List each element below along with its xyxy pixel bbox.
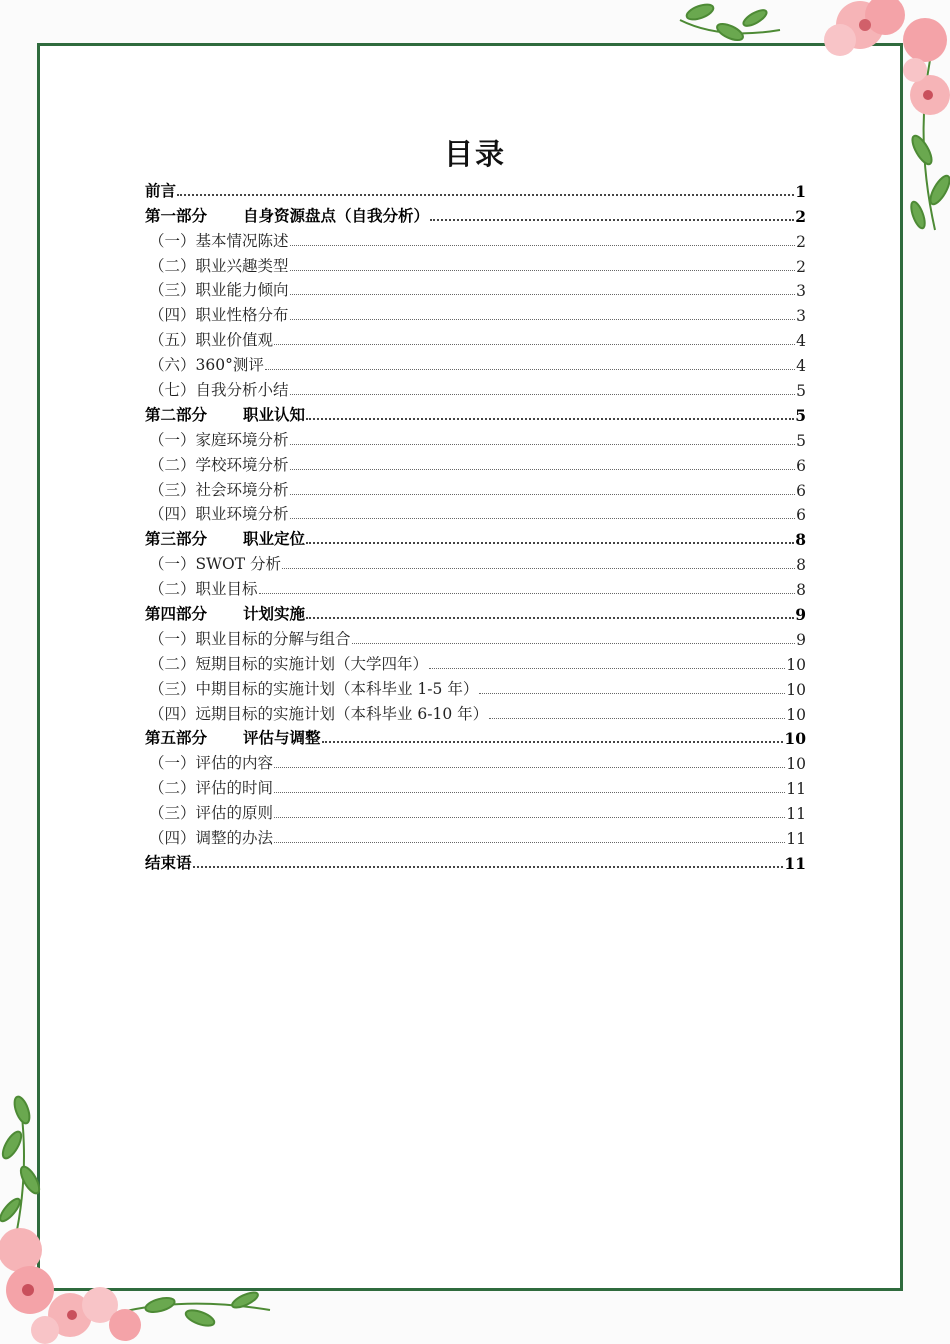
flower-decoration-bottom-left <box>0 1090 290 1344</box>
toc-entry[interactable] <box>145 350 806 375</box>
toc-entry-label: （七）自我分析小结 <box>149 381 289 400</box>
toc-entry-page-number: 9 <box>796 630 806 649</box>
toc-entry-part-number: 第五部分 <box>145 728 208 748</box>
toc-entry-label: 前言 <box>145 180 177 200</box>
toc-entry-label: （二）职业目标 <box>149 580 258 599</box>
toc-leader-dots <box>274 842 785 843</box>
toc-entry[interactable] <box>145 276 806 301</box>
toc-entry-label: （三）评估的原则 <box>149 804 274 823</box>
toc-entry[interactable] <box>145 748 806 773</box>
toc-leader-dots <box>306 542 794 544</box>
toc-entry-label: （四）职业环境分析 <box>149 505 289 524</box>
toc-entry-label: 职业认知 <box>243 404 306 424</box>
toc-entry[interactable] <box>145 450 806 475</box>
toc-entry[interactable] <box>145 425 806 450</box>
toc-entry-part-number: 第二部分 <box>145 404 208 424</box>
toc-entry-page-number: 5 <box>796 431 806 450</box>
toc-entry[interactable] <box>145 251 806 276</box>
toc-entry[interactable] <box>145 500 806 525</box>
toc-entry[interactable] <box>145 574 806 599</box>
toc-entry-label: 职业定位 <box>243 529 306 549</box>
toc-entry[interactable] <box>145 649 806 674</box>
toc-entry-page-number: 10 <box>784 729 806 749</box>
toc-entry-label: （一）职业目标的分解与组合 <box>149 629 351 648</box>
toc-entry[interactable] <box>145 773 806 798</box>
toc-leader-dots <box>193 866 784 868</box>
toc-entry[interactable] <box>145 524 806 549</box>
toc-entry[interactable] <box>145 325 806 350</box>
toc-entry[interactable] <box>145 375 806 400</box>
toc-entry-part-number: 第三部分 <box>145 529 208 549</box>
toc-entry[interactable] <box>145 226 806 251</box>
toc-entry-page-number: 2 <box>796 232 806 251</box>
toc-entry-label: （四）远期目标的实施计划（本科毕业 6-10 年） <box>149 704 489 723</box>
toc-leader-dots <box>290 319 796 320</box>
toc-entry-page-number: 6 <box>796 506 806 525</box>
toc-entry-label: （五）职业价值观 <box>149 331 274 350</box>
toc-entry-page-number: 2 <box>795 206 806 226</box>
toc-leader-dots <box>290 518 796 519</box>
toc-entry-page-number: 11 <box>786 780 806 799</box>
toc-entry-page-number: 10 <box>786 680 806 699</box>
toc-leader-dots <box>290 270 796 271</box>
toc-entry-label: （二）职业兴趣类型 <box>149 256 289 275</box>
toc-leader-dots <box>290 469 796 470</box>
toc-entry-page-number: 11 <box>784 853 806 873</box>
toc-entry-label: （三）社会环境分析 <box>149 480 289 499</box>
toc-entry-label: （二）短期目标的实施计划（大学四年） <box>149 654 429 673</box>
toc-entry[interactable] <box>145 475 806 500</box>
toc-leader-dots <box>274 767 785 768</box>
toc-entry-label: （一）家庭环境分析 <box>149 430 289 449</box>
toc-leader-dots <box>282 568 795 569</box>
toc-entry-label: 计划实施 <box>243 604 306 624</box>
toc-entry-label: （二）学校环境分析 <box>149 455 289 474</box>
toc-title: 目录 <box>443 137 506 171</box>
toc-entry[interactable] <box>145 300 806 325</box>
toc-entry[interactable] <box>145 798 806 823</box>
toc-leader-dots <box>274 792 785 793</box>
toc-entry-label: 评估与调整 <box>243 728 321 748</box>
toc-leader-dots <box>429 668 785 669</box>
toc-leader-dots <box>290 444 796 445</box>
toc-entry-label: （二）评估的时间 <box>149 779 274 798</box>
toc-leader-dots <box>489 718 785 719</box>
toc-leader-dots <box>177 194 794 196</box>
toc-leader-dots <box>322 741 784 743</box>
toc-entry-label: （一）评估的内容 <box>149 754 274 773</box>
toc-leader-dots <box>306 617 794 619</box>
toc-entry-page-number: 4 <box>796 357 806 376</box>
toc-leader-dots <box>290 294 796 295</box>
toc-entry-label: （六）360°测评 <box>149 356 264 375</box>
toc-leader-dots <box>274 817 785 818</box>
toc-entry-label: （一）基本情况陈述 <box>149 231 289 250</box>
toc-entry-label: （三）职业能力倾向 <box>149 281 289 300</box>
toc-entry[interactable] <box>145 599 806 624</box>
toc-entry-label: 结束语 <box>145 852 192 872</box>
toc-entry-part-number: 第四部分 <box>145 604 208 624</box>
toc-entry-label: （一）SWOT 分析 <box>149 555 282 574</box>
toc-entry-page-number: 10 <box>786 705 806 724</box>
toc-entry-label: （四）调整的办法 <box>149 829 274 848</box>
toc-entry-page-number: 8 <box>795 530 806 550</box>
toc-entry[interactable] <box>145 724 806 749</box>
toc-entry[interactable] <box>145 848 806 873</box>
toc-entry-label: 自身资源盘点（自我分析） <box>243 205 430 225</box>
toc-entry-page-number: 3 <box>796 282 806 301</box>
toc-entry-label: （三）中期目标的实施计划（本科毕业 1-5 年） <box>149 679 479 698</box>
toc-entry-page-number: 1 <box>795 181 806 201</box>
toc-entry-page-number: 10 <box>786 755 806 774</box>
toc-leader-dots <box>352 643 796 644</box>
toc-entry-part-number: 第一部分 <box>145 205 208 225</box>
toc-entry[interactable] <box>145 823 806 848</box>
toc-entry[interactable] <box>145 201 806 226</box>
toc-leader-dots <box>265 369 795 370</box>
toc-leader-dots <box>290 494 796 495</box>
toc-entry-page-number: 3 <box>796 307 806 326</box>
toc-entry-page-number: 9 <box>795 605 806 625</box>
flower-icon <box>0 1228 141 1344</box>
toc-entry-page-number: 6 <box>796 481 806 500</box>
toc-entry[interactable] <box>145 549 806 574</box>
toc-entry-page-number: 10 <box>786 655 806 674</box>
toc-entry-page-number: 8 <box>796 556 806 575</box>
toc-leader-dots <box>479 693 785 694</box>
toc-entry-label: （四）职业性格分布 <box>149 306 289 325</box>
toc-leader-dots <box>259 593 796 594</box>
toc-entry[interactable] <box>145 674 806 699</box>
toc-entry-page-number: 4 <box>796 332 806 351</box>
toc-leader-dots <box>430 219 794 221</box>
toc-entry[interactable] <box>145 176 806 201</box>
toc-entry-page-number: 11 <box>786 830 806 849</box>
toc-entry-page-number: 11 <box>786 805 806 824</box>
toc-leader-dots <box>274 344 795 345</box>
toc-entry-page-number: 5 <box>796 382 806 401</box>
toc-entry-page-number: 8 <box>796 581 806 600</box>
flower-icon <box>824 0 950 115</box>
toc-entry-page-number: 2 <box>796 257 806 276</box>
toc-list <box>145 176 806 873</box>
toc-leader-dots <box>290 394 796 395</box>
toc-entry[interactable] <box>145 699 806 724</box>
toc-leader-dots <box>290 245 796 246</box>
toc-entry-page-number: 6 <box>796 456 806 475</box>
toc-entry[interactable] <box>145 624 806 649</box>
toc-leader-dots <box>306 418 794 420</box>
toc-entry-page-number: 5 <box>795 405 806 425</box>
toc-entry[interactable] <box>145 400 806 425</box>
